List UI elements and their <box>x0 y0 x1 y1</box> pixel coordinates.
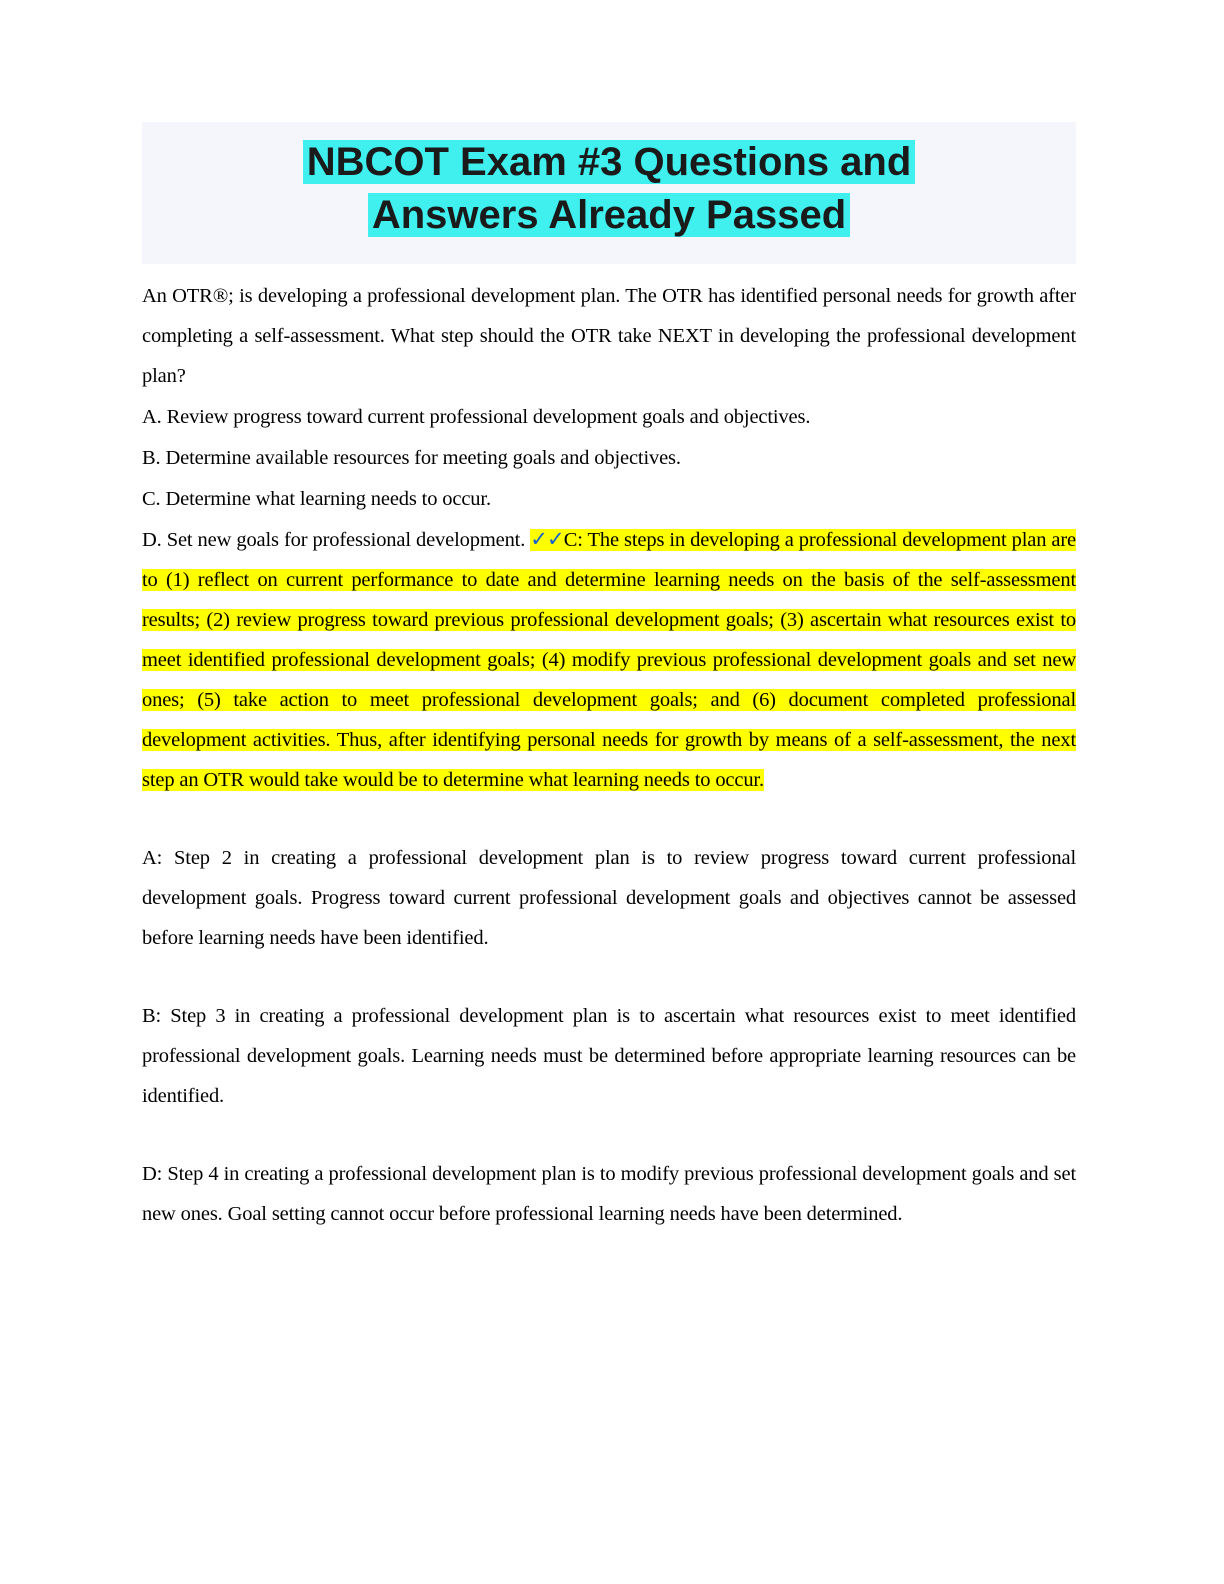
answer-option-b: B. Determine available resources for meeting goals and objectives. <box>142 447 681 469</box>
check-mark-icon: ✓✓ <box>530 527 564 551</box>
rationale-d: D: Step 4 in creating a professional development plan is to modify previous professional development goals and set new ones. Goal setting cannot occur before professional learning needs have been determined. <box>142 1163 1076 1225</box>
answer-option-a: A. Review progress toward current professional development goals and objectives. <box>142 406 811 428</box>
rationale-b: B: Step 3 in creating a professional development plan is to ascertain what resources exist to meet identified professional development goals. Learning needs must be determined before appropriate learning resources can be identified. <box>142 1005 1076 1107</box>
document-title-block <box>142 122 1076 264</box>
page-title-line-1: NBCOT Exam #3 Questions and <box>303 140 916 184</box>
rationale-a: A: Step 2 in creating a professional development plan is to review progress toward current professional development goals. Progress toward current professional development goals and objectives cannot be assessed before learning needs have been identified. <box>142 847 1076 949</box>
answer-option-c: C. Determine what learning needs to occur. <box>142 488 491 510</box>
answer-option-d-label: D. Set new goals for professional development. <box>142 529 531 551</box>
correct-answer-text: C: The steps in developing a professional development plan are to (1) reflect on current performance to date and determine learning needs on the basis of the self-assessment results; (2) review progress toward previous professional development goals; (3) ascertain what resources exist to meet identified professional development goals; (4) modify previous professional development goals and set new ones; (5) take action to meet professional development goals; and (6) document completed professional development activities. Thus, after identifying personal needs for growth by means of a self-assessment, the next step an OTR would take would be to determine what learning needs to occur. <box>142 529 1076 791</box>
correct-answer-explanation <box>142 529 1076 791</box>
answer-option-d-with-explanation <box>142 519 1076 800</box>
question-stem: An OTR®; is developing a professional development plan. The OTR has identified personal needs for growth after completing a self-assessment. What step should the OTR take NEXT in developing the professional development plan? <box>142 285 1076 387</box>
page-title-line-2: Answers Already Passed <box>368 193 850 237</box>
title-wrap <box>229 136 989 242</box>
